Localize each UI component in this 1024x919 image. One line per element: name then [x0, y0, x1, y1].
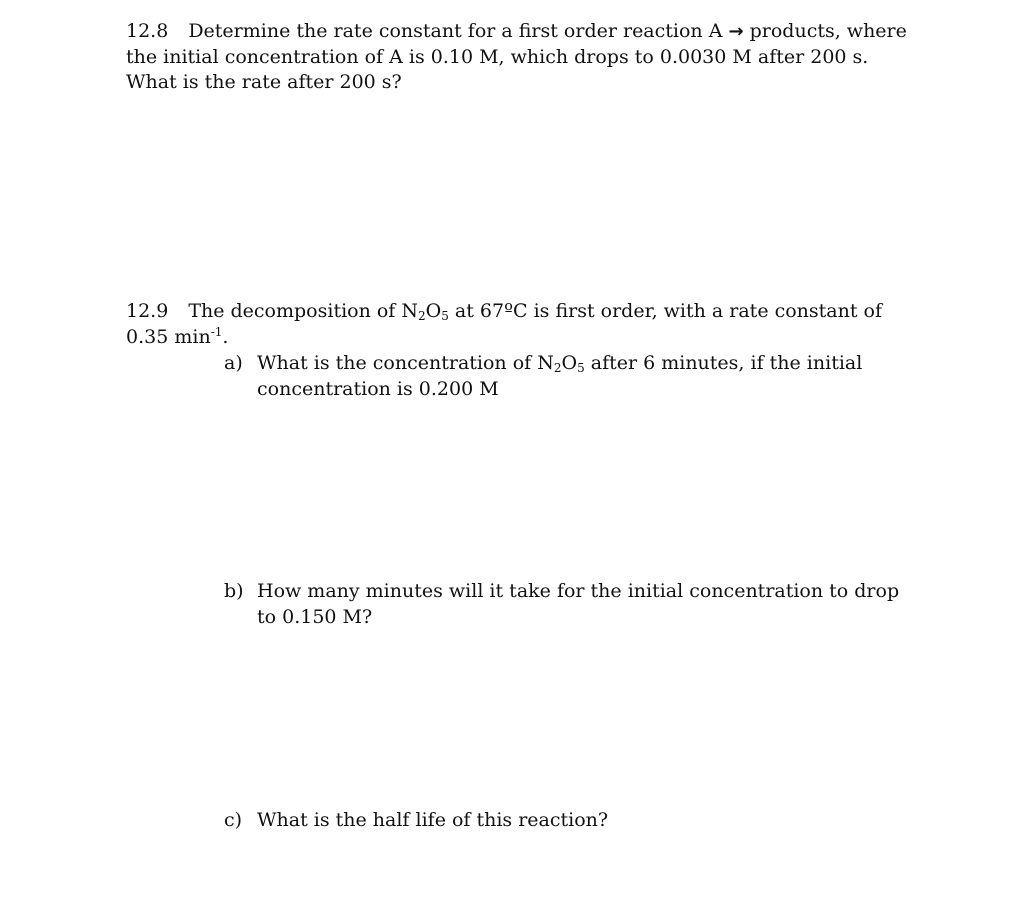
- problem-number: 12.9: [126, 300, 169, 322]
- part-letter: b): [224, 580, 244, 602]
- question-text-segment: O: [561, 352, 578, 374]
- problem-text-continued: products, where the initial concentration of A is 0.10 M, which drops to 0.0030 M after 200 s. What is the rate after 200 s?: [126, 20, 907, 93]
- question-text-segment: after 6 minutes, if the initial concentration is 0.200 M: [257, 352, 863, 400]
- subscript: 2: [418, 309, 426, 323]
- problem-text: The decomposition of N: [188, 300, 419, 322]
- problem-text: Determine the rate constant for a first order reaction A: [188, 20, 723, 42]
- problem-text: at 67ºC is first order, with a rate constant of 0.35 min: [126, 300, 883, 348]
- question-part-b: [224, 579, 904, 630]
- problem-12-9: [126, 299, 916, 350]
- question-text: How many minutes will it take for the initial concentration to drop to 0.150 M?: [257, 580, 900, 628]
- reaction-arrow-icon: →: [728, 21, 744, 42]
- problem-number: 12.8: [126, 20, 169, 42]
- subscript: 5: [441, 309, 449, 323]
- superscript: -1: [210, 324, 223, 339]
- question-part-a: [224, 351, 904, 402]
- question-text-segment: What is the concentration of N: [257, 352, 554, 374]
- part-letter: a): [224, 352, 243, 374]
- problem-12-8: [126, 19, 916, 96]
- question-text: [257, 351, 904, 402]
- subscript: 2: [553, 361, 562, 375]
- subscript: 5: [577, 361, 585, 375]
- part-letter: c): [224, 809, 243, 831]
- problem-text: O: [425, 300, 442, 322]
- problem-text: .: [222, 325, 229, 348]
- question-text: What is the half life of this reaction?: [257, 809, 609, 831]
- question-part-c: [224, 808, 904, 834]
